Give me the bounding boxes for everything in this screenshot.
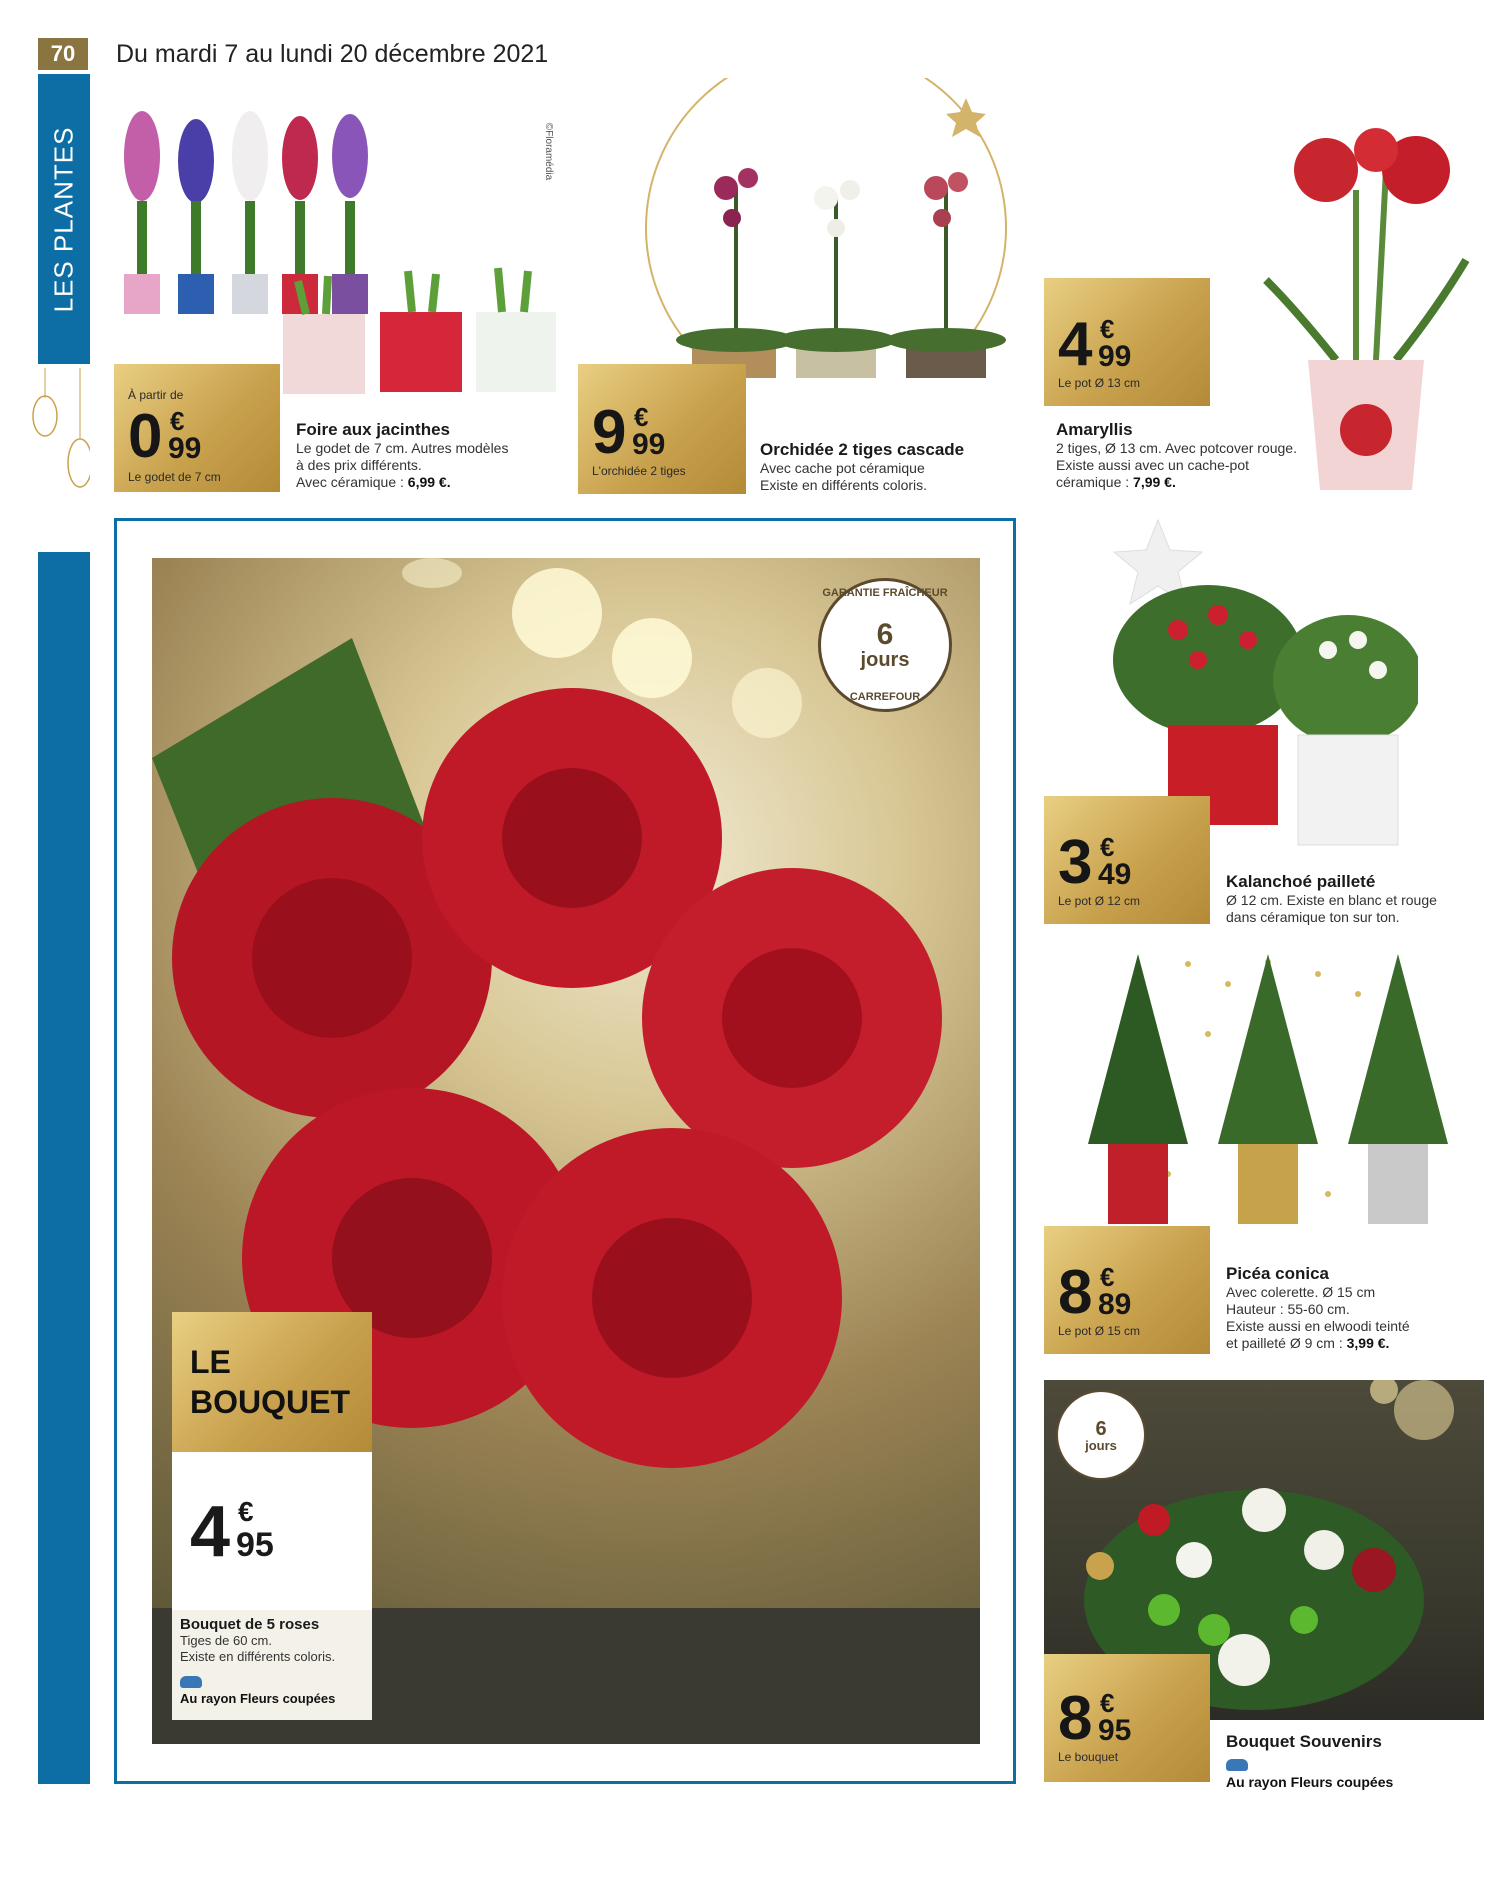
price-int: 4 xyxy=(190,1492,231,1572)
product-title: Orchidée 2 tiges cascade xyxy=(760,440,965,459)
orchid-illustration xyxy=(636,78,1016,378)
price-cents: 99 xyxy=(632,428,666,461)
price-cents: 99 xyxy=(168,432,202,465)
price-unit: Le bouquet xyxy=(1058,1750,1119,1764)
badge-ring-top: GARANTIE FRAÎCHEUR xyxy=(822,587,948,599)
product-desc-2: Existe en différents coloris. xyxy=(760,477,928,493)
price-int: 3 xyxy=(1058,828,1093,897)
jacinthes-photo xyxy=(118,106,558,396)
headline-2: BOUQUET xyxy=(190,1384,350,1420)
rayon-label: Au rayon Fleurs coupées xyxy=(180,1691,336,1706)
currency: € xyxy=(238,1496,254,1527)
price-cents: 89 xyxy=(1098,1288,1132,1321)
rayon-label: Au rayon Fleurs coupées xyxy=(1226,1774,1394,1790)
price-cents: 95 xyxy=(1098,1714,1132,1747)
kalanchoe-price-tag xyxy=(1044,796,1210,924)
price-int: 4 xyxy=(1058,310,1093,379)
section-label: LES PLANTES xyxy=(48,126,79,312)
picea-price-tag xyxy=(1044,1226,1210,1354)
bouquet-souvenirs-price-tag xyxy=(1044,1654,1210,1782)
product-alt-price: 6,99 €. xyxy=(407,474,451,490)
price-unit: Le pot Ø 13 cm xyxy=(1058,376,1141,390)
product-desc-1: Tiges de 60 cm. xyxy=(180,1633,273,1648)
product-desc-2: Existe aussi avec un cache-pot xyxy=(1056,457,1249,473)
product-desc-2: Hauteur : 55-60 cm. xyxy=(1226,1301,1350,1317)
jacinthes-price-tag xyxy=(114,364,280,492)
currency: € xyxy=(1100,314,1115,344)
bouquet-souvenirs-text xyxy=(1226,1732,1486,1790)
product-title: Bouquet Souvenirs xyxy=(1226,1732,1382,1751)
product-desc-2: Existe en différents coloris. xyxy=(180,1649,336,1664)
product-desc-1: Avec cache pot céramique xyxy=(760,460,925,476)
price-cents: 49 xyxy=(1098,858,1132,891)
amaryllis-text xyxy=(1056,420,1326,491)
price-int: 0 xyxy=(128,402,163,471)
orchidee-price-tag xyxy=(578,364,746,494)
product-desc-1: Ø 12 cm. Existe en blanc et rouge xyxy=(1226,892,1437,908)
product-desc-3: Existe aussi en elwoodi teinté xyxy=(1226,1318,1410,1334)
price-cents: 95 xyxy=(236,1526,274,1564)
freshness-badge-small xyxy=(1056,1390,1146,1480)
price-int: 8 xyxy=(1058,1684,1093,1753)
price-unit: Le godet de 7 cm xyxy=(128,470,221,484)
picea-text xyxy=(1226,1264,1496,1352)
currency: € xyxy=(1100,1262,1115,1292)
product-title: Picéa conica xyxy=(1226,1264,1330,1283)
delivery-icon xyxy=(1226,1759,1248,1771)
product-title: Bouquet de 5 roses xyxy=(180,1616,320,1633)
product-alt-price: 7,99 €. xyxy=(1133,474,1176,490)
product-desc-2: à des prix différents. xyxy=(296,457,422,473)
currency: € xyxy=(1100,1688,1115,1718)
product-desc-2: dans céramique ton sur ton. xyxy=(1226,909,1400,925)
orchidee-text xyxy=(760,440,1010,494)
hyacinth-illustration xyxy=(118,106,558,396)
orchidee-photo xyxy=(636,78,1016,378)
badge-unit: jours xyxy=(1085,1437,1117,1453)
date-range: Du mardi 7 au lundi 20 décembre 2021 xyxy=(116,40,549,68)
page-number: 70 xyxy=(38,38,88,70)
price-unit: Le pot Ø 15 cm xyxy=(1058,1324,1141,1338)
product-title: Kalanchoé pailleté xyxy=(1226,872,1376,891)
price-int: 9 xyxy=(592,398,627,467)
freshness-badge xyxy=(818,578,952,712)
kalanchoe-text xyxy=(1226,872,1496,926)
section-sidebar xyxy=(38,74,90,364)
picea-photo xyxy=(1068,944,1468,1234)
delivery-icon xyxy=(180,1676,202,1688)
picea-illustration xyxy=(1068,944,1468,1234)
product-desc-1: Avec colerette. Ø 15 cm xyxy=(1226,1284,1376,1300)
price-unit: L'orchidée 2 tiges xyxy=(592,464,686,478)
badge-ring-bottom: CARREFOUR xyxy=(849,691,921,703)
product-title: Foire aux jacinthes xyxy=(296,420,450,439)
product-title: Amaryllis xyxy=(1056,420,1133,439)
product-desc-3: céramique : xyxy=(1056,474,1134,490)
price-int: 8 xyxy=(1058,1258,1093,1327)
photo-credit: ©Floramédia xyxy=(543,122,555,180)
currency: € xyxy=(634,402,649,432)
jacinthes-text xyxy=(296,420,536,491)
roses-text xyxy=(172,1610,372,1720)
badge-number: 6 xyxy=(1095,1417,1107,1440)
price-prefix: À partir de xyxy=(128,388,184,402)
section-sidebar-bottom xyxy=(38,552,90,1784)
ornament-decoration xyxy=(30,368,90,508)
amaryllis-price-tag xyxy=(1044,278,1210,406)
product-desc-4: et pailleté Ø 9 cm : xyxy=(1226,1335,1347,1351)
product-desc-3: Avec céramique : xyxy=(296,474,408,490)
product-desc-1: Le godet de 7 cm. Autres modèles xyxy=(296,440,509,456)
badge-number: 6 xyxy=(876,618,894,651)
currency: € xyxy=(1100,832,1115,862)
currency: € xyxy=(170,406,185,436)
price-unit: Le pot Ø 12 cm xyxy=(1058,894,1141,908)
headline-1: LE xyxy=(190,1344,231,1380)
product-desc-1: 2 tiges, Ø 13 cm. Avec potcover rouge. xyxy=(1056,440,1297,456)
le-bouquet-banner xyxy=(172,1312,372,1452)
price-cents: 99 xyxy=(1098,340,1132,373)
badge-unit: jours xyxy=(860,649,910,671)
product-alt-price: 3,99 €. xyxy=(1346,1335,1390,1351)
